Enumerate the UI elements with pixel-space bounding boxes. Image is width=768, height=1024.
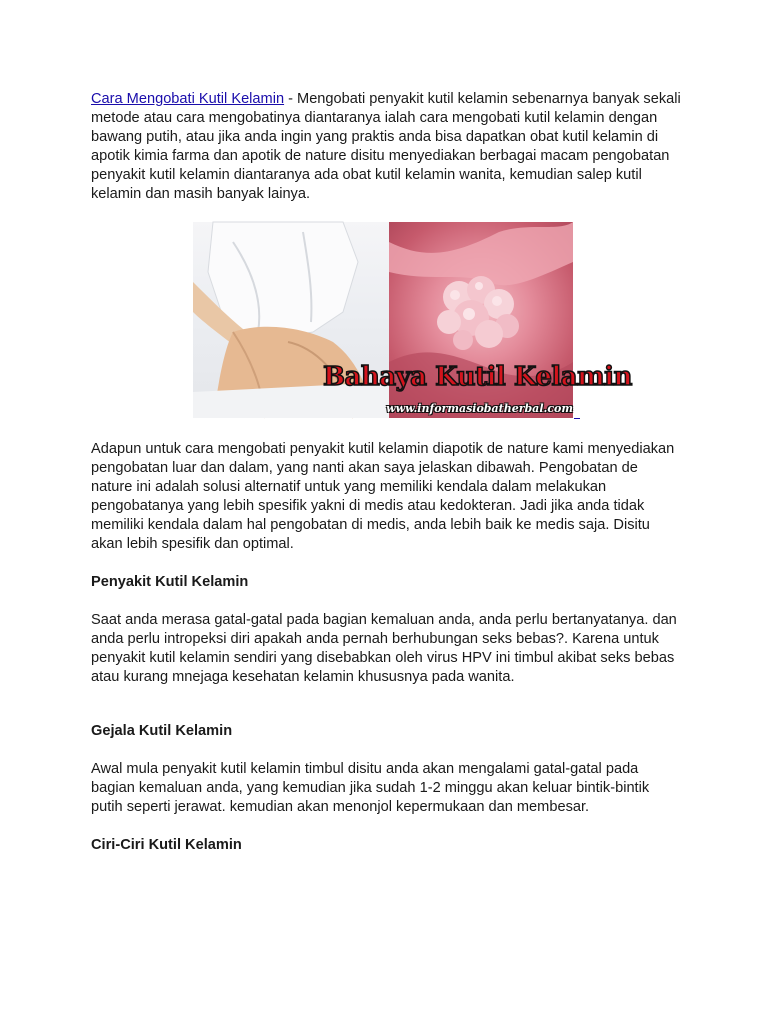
body-paragraph-1: Adapun untuk cara mengobati penyakit kutil kelamin diapotik de nature kami menyediakan pengobatan luar dan dalam, yang nanti akan saya jelaskan dibawah. Pengobatan de nature ini adalah solusi alternatif untuk yang memiliki kendala dalam melakukan pengobatanya yang lebih spesifik yakni di medis atau kedokteran. Jadi jika anda tidak memiliki kendala dalam hal pengobatan di medis, anda lebih baik ke medis saja. Disitu akan lebih spesifik dan optimal. (91, 441, 675, 552)
body-paragraph-gejala: Awal mula penyakit kutil kelamin timbul disitu anda akan mengalami gatal-gatal pada bagian kemaluan anda, yang kemudian jika sudah 1-2 minggu akan keluar bintik-bintik putih seperti jerawat. kemudian akan menonjol kepermukaan dan membesar. (91, 761, 650, 815)
image-link-underline (574, 418, 580, 419)
image-watermark-url: www.informasiobatherbal.com (386, 402, 573, 415)
title-link[interactable]: Cara Mengobati Kutil Kelamin (91, 91, 285, 107)
intro-text: - Mengobati penyakit kutil kelamin sebenarnya banyak sekali metode atau cara mengobatinya diantaranya ialah cara mengobati kutil kelamin dengan bawang putih, atau jika anda ingin yang praktis anda bisa dapatkan obat kutil kelamin di apotik kimia farma dan apotik de nature disitu menyediakan berbagai macam pengobatan penyakit kutil kelamin diantaranya ada obat kutil kelamin wanita, kemudian salep kutil kelamin dan masih banyak lainya. (91, 91, 681, 202)
intro-paragraph (91, 90, 681, 204)
heading-ciri-ciri: Ciri-Ciri Kutil Kelamin (91, 837, 242, 853)
body-paragraph-penyakit: Saat anda merasa gatal-gatal pada bagian kemaluan anda, anda perlu bertanyatanya. dan anda perlu intropeksi diri apakah anda pernah berhubungan seks bebas?. Karena untuk penyakit kutil kelamin sendiri yang disebabkan oleh virus HPV ini timbul akibat seks bebas atau kurang mnejaga kesehatan kelamin khususnya pada wanita. (91, 612, 677, 685)
document-page (91, 90, 681, 855)
article-image (193, 222, 632, 418)
heading-gejala: Gejala Kutil Kelamin (91, 723, 233, 739)
image-caption: Bahaya Kutil Kelamin (323, 362, 632, 392)
article-image-link[interactable] (193, 222, 632, 421)
heading-penyakit: Penyakit Kutil Kelamin (91, 574, 249, 590)
